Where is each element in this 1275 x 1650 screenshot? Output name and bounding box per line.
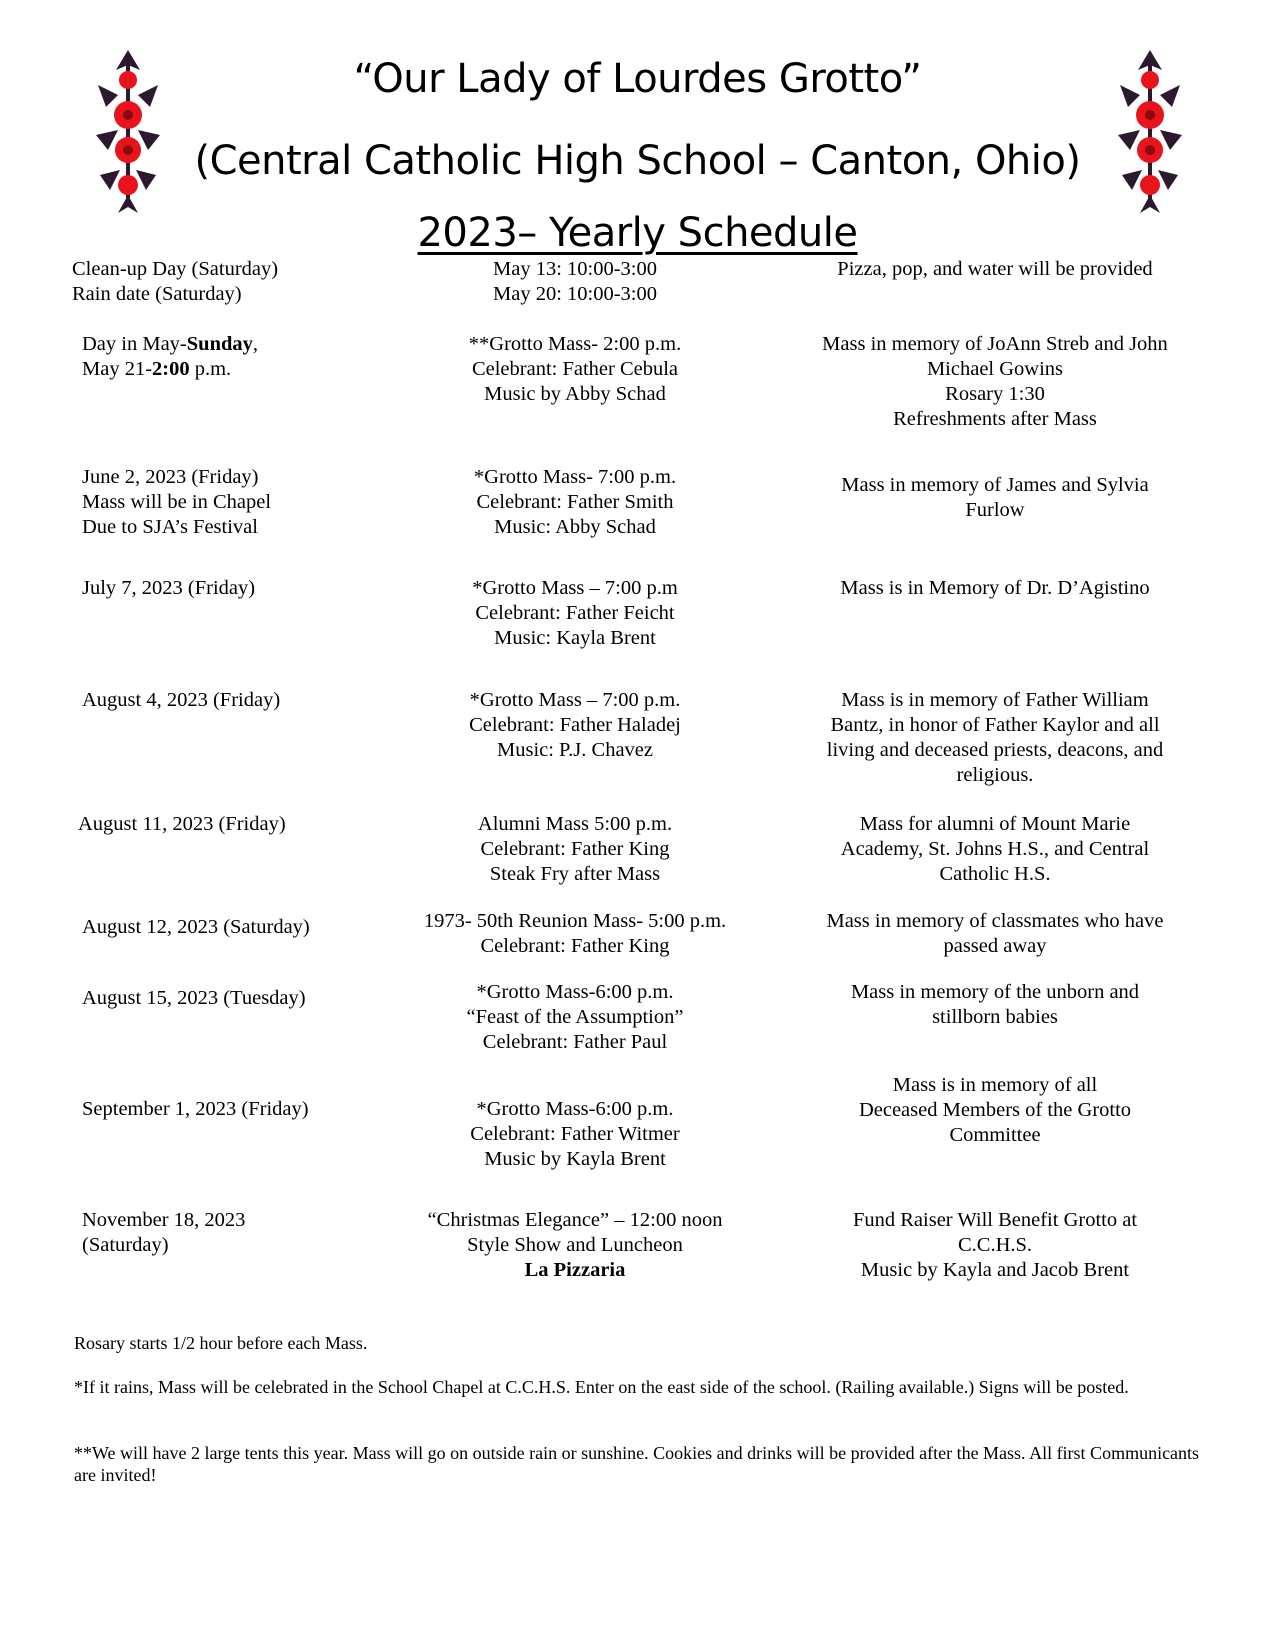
row-day-in-may-date: Day in May-Sunday, May 21-2:00 p.m.	[82, 333, 258, 380]
row-day-in-may-note: Mass in memory of JoAnn Streb and John Michael Gowins Rosary 1:30 Refreshments after Mass	[822, 333, 1168, 430]
row-aug11-mass: Alumni Mass 5:00 p.m. Celebrant: Father King Steak Fry after Mass	[477, 813, 673, 885]
row-aug12-mass: 1973- 50th Reunion Mass- 5:00 p.m. Celebrant: Father King	[423, 910, 727, 957]
title-yearly-schedule: 2023– Yearly Schedule	[417, 210, 858, 256]
row-aug11-note: Mass for alumni of Mount Marie Academy, St. Johns H.S., and Central Catholic H.S.	[840, 813, 1150, 885]
title-grotto-name: “Our Lady of Lourdes Grotto”	[353, 56, 922, 102]
note-rosary: Rosary starts 1/2 hour before each Mass.	[74, 1333, 368, 1353]
row-aug15-mass: *Grotto Mass-6:00 p.m. “Feast of the Assumption” Celebrant: Father Paul	[466, 981, 684, 1053]
row-aug4-date: August 4, 2023 (Friday)	[82, 689, 281, 711]
row-nov18-note: Fund Raiser Will Benefit Grotto at C.C.H.S. Music by Kayla and Jacob Brent	[852, 1209, 1138, 1281]
row-aug12-note: Mass in memory of classmates who have passed away	[826, 910, 1164, 957]
row-july-note: Mass is in Memory of Dr. D’Agistino	[840, 577, 1150, 599]
row-cleanup-time: May 13: 10:00-3:00 May 20: 10:00-3:00	[493, 258, 657, 305]
row-aug12-date: August 12, 2023 (Saturday)	[82, 916, 310, 938]
title-school-location: (Central Catholic High School – Canton, Ohio)	[194, 138, 1081, 184]
row-aug11-date: August 11, 2023 (Friday)	[78, 813, 286, 835]
row-nov18-date: November 18, 2023 (Saturday)	[82, 1209, 246, 1256]
row-aug4-mass: *Grotto Mass – 7:00 p.m. Celebrant: Father Haladej Music: P.J. Chavez	[469, 689, 681, 761]
row-cleanup-note: Pizza, pop, and water will be provided	[837, 258, 1153, 280]
row-sept1-mass: *Grotto Mass-6:00 p.m. Celebrant: Father Witmer Music by Kayla Brent	[470, 1098, 680, 1170]
row-june-note: Mass in memory of James and Sylvia Furlow	[841, 474, 1149, 521]
row-june-date: June 2, 2023 (Friday) Mass will be in Chapel Due to SJA’s Festival	[82, 466, 272, 538]
row-day-in-may-mass: **Grotto Mass- 2:00 p.m. Celebrant: Father Cebula Music by Abby Schad	[468, 333, 682, 405]
row-june-mass: *Grotto Mass- 7:00 p.m. Celebrant: Father Smith Music: Abby Schad	[473, 466, 677, 538]
row-sept1-date: September 1, 2023 (Friday)	[82, 1098, 309, 1120]
row-aug15-note: Mass in memory of the unborn and stillborn babies	[850, 981, 1140, 1028]
note-rain: *If it rains, Mass will be celebrated in the School Chapel at C.C.H.S. Enter on the east side of the school. (Railing available.) Signs will be posted.	[74, 1377, 1129, 1397]
note-tents: **We will have 2 large tents this year. Mass will go on outside rain or sunshine. Cookies and drinks will be provided after the Mass. All first Communicants are invited!	[74, 1443, 1200, 1485]
row-aug4-note: Mass is in memory of Father William Bantz, in honor of Father Kaylor and all living and deceased priests, deacons, and religious.	[826, 689, 1164, 786]
row-july-mass: *Grotto Mass – 7:00 p.m Celebrant: Father Feicht Music: Kayla Brent	[472, 577, 678, 649]
row-cleanup-date: Clean-up Day (Saturday) Rain date (Saturday)	[72, 258, 279, 305]
row-nov18-event: “Christmas Elegance” – 12:00 noon Style Show and Luncheon La Pizzaria	[427, 1209, 723, 1281]
row-aug15-date: August 15, 2023 (Tuesday)	[82, 987, 306, 1009]
row-sept1-note: Mass is in memory of all Deceased Members of the Grotto Committee	[858, 1074, 1132, 1146]
row-july-date: July 7, 2023 (Friday)	[82, 577, 256, 599]
